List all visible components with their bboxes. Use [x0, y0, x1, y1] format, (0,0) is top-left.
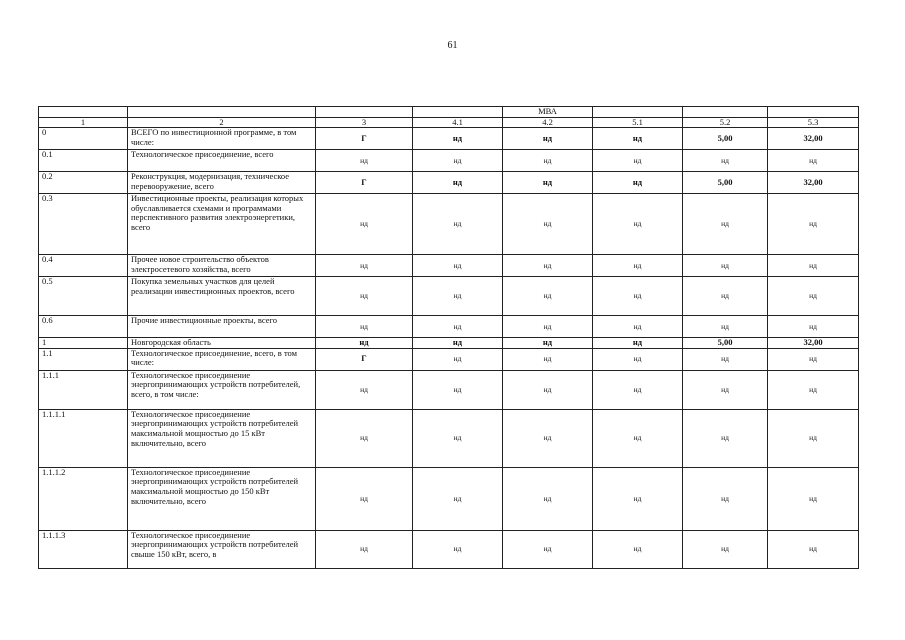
row-name: Технологическое присоединение энергопринимающих устройств потребителей, всего, в том числе: [128, 370, 316, 409]
table-row [39, 316, 859, 338]
row-value: нд [316, 409, 413, 467]
row-value: нд [413, 338, 503, 349]
row-name: Новгородская область [128, 338, 316, 349]
row-value: нд [413, 316, 503, 338]
row-value: нд [316, 255, 413, 277]
table-row [39, 255, 859, 277]
col-number-5-1: 5.1 [593, 117, 683, 128]
row-name: Технологическое присоединение энергопринимающих устройств потребителей максимальной мощностью до 150 кВт включительно, всего [128, 467, 316, 530]
row-code: 0.3 [39, 194, 128, 255]
row-value: нд [413, 348, 503, 370]
row-value: нд [503, 467, 593, 530]
row-value: нд [683, 348, 768, 370]
row-value: нд [683, 370, 768, 409]
table-row [39, 277, 859, 316]
table-row [39, 467, 859, 530]
col-number-5-2: 5.2 [683, 117, 768, 128]
row-code: 0 [39, 128, 128, 150]
row-value: нд [413, 255, 503, 277]
row-value: 32,00 [768, 172, 859, 194]
row-code: 0.6 [39, 316, 128, 338]
row-name: Покупка земельных участков для целей реализации инвестиционных проектов, всего [128, 277, 316, 316]
row-value: нд [413, 530, 503, 568]
row-value: нд [593, 172, 683, 194]
row-code: 0.4 [39, 255, 128, 277]
row-value: нд [593, 467, 683, 530]
row-value: нд [503, 128, 593, 150]
row-value: нд [413, 409, 503, 467]
row-value: нд [503, 409, 593, 467]
table-row [39, 370, 859, 409]
row-value: нд [593, 370, 683, 409]
row-value: нд [683, 150, 768, 172]
table-row [39, 194, 859, 255]
row-value: нд [683, 316, 768, 338]
col-number-2: 2 [128, 117, 316, 128]
row-name: Технологическое присоединение энергопринимающих устройств потребителей максимальной мощностью до 15 кВт включительно, всего [128, 409, 316, 467]
row-value: Г [316, 172, 413, 194]
col-number-3: 3 [316, 117, 413, 128]
row-value: нд [593, 338, 683, 349]
row-value: нд [593, 277, 683, 316]
row-value: нд [593, 194, 683, 255]
row-value: нд [683, 255, 768, 277]
row-value: нд [503, 338, 593, 349]
row-value: нд [768, 150, 859, 172]
row-value: нд [413, 467, 503, 530]
row-value: нд [768, 530, 859, 568]
row-value: нд [503, 530, 593, 568]
row-code: 1.1.1.2 [39, 467, 128, 530]
row-name: Инвестиционные проекты, реализация которых обуславливается схемами и программами перспективного развития электроэнергетики, всего [128, 194, 316, 255]
row-value: нд [316, 194, 413, 255]
row-value: нд [593, 128, 683, 150]
row-value: нд [593, 530, 683, 568]
row-code: 1.1 [39, 348, 128, 370]
row-code: 0.1 [39, 150, 128, 172]
row-value: 5,00 [683, 172, 768, 194]
unit-header: МВА [503, 107, 593, 118]
col-number-4-1: 4.1 [413, 117, 503, 128]
row-value: нд [413, 172, 503, 194]
col-number-1: 1 [39, 117, 128, 128]
row-value: 32,00 [768, 128, 859, 150]
row-value: нд [683, 409, 768, 467]
row-name: Прочее новое строительство объектов электросетевого хозяйства, всего [128, 255, 316, 277]
row-value: нд [593, 150, 683, 172]
row-value: нд [503, 316, 593, 338]
investment-table [38, 106, 859, 569]
table-row [39, 530, 859, 568]
row-value: нд [316, 150, 413, 172]
row-value: 5,00 [683, 128, 768, 150]
row-name: Технологическое присоединение, всего [128, 150, 316, 172]
row-value: нд [683, 467, 768, 530]
row-value: нд [413, 128, 503, 150]
row-value: нд [316, 316, 413, 338]
row-code: 1.1.1.1 [39, 409, 128, 467]
row-value: нд [316, 530, 413, 568]
row-value: нд [503, 370, 593, 409]
row-value: Г [316, 348, 413, 370]
row-value: нд [768, 348, 859, 370]
row-name: Технологическое присоединение, всего, в том числе: [128, 348, 316, 370]
row-value: нд [316, 338, 413, 349]
page-number: 61 [447, 40, 458, 51]
row-value: нд [503, 172, 593, 194]
row-value: нд [316, 370, 413, 409]
row-value: нд [503, 255, 593, 277]
row-value: нд [768, 316, 859, 338]
row-value: нд [683, 530, 768, 568]
row-name: Технологическое присоединение энергопринимающих устройств потребителей свыше 150 кВт, всего, в [128, 530, 316, 568]
table-row [39, 348, 859, 370]
row-code: 0.5 [39, 277, 128, 316]
row-value: нд [768, 467, 859, 530]
row-code: 1 [39, 338, 128, 349]
row-value: нд [413, 150, 503, 172]
table-row [39, 128, 859, 150]
table-row [39, 409, 859, 467]
row-value: нд [768, 255, 859, 277]
row-value: нд [593, 316, 683, 338]
row-value: нд [768, 370, 859, 409]
row-value: нд [683, 277, 768, 316]
row-value: нд [413, 277, 503, 316]
row-value: нд [503, 348, 593, 370]
table-row [39, 338, 859, 349]
row-value: 32,00 [768, 338, 859, 349]
row-value: нд [413, 194, 503, 255]
row-value: 5,00 [683, 338, 768, 349]
row-value: нд [768, 409, 859, 467]
row-code: 1.1.1 [39, 370, 128, 409]
row-code: 0.2 [39, 172, 128, 194]
row-value: нд [413, 370, 503, 409]
row-value: нд [503, 277, 593, 316]
row-value: Г [316, 128, 413, 150]
row-value: нд [768, 277, 859, 316]
row-name: Прочие инвестиционные проекты, всего [128, 316, 316, 338]
row-value: нд [683, 194, 768, 255]
row-value: нд [768, 194, 859, 255]
table-row [39, 172, 859, 194]
row-value: нд [316, 277, 413, 316]
col-number-5-3: 5.3 [768, 117, 859, 128]
row-value: нд [593, 348, 683, 370]
table-row [39, 150, 859, 172]
row-code: 1.1.1.3 [39, 530, 128, 568]
header-row-numbers [39, 117, 859, 128]
row-value: нд [593, 255, 683, 277]
row-name: Реконструкция, модернизация, техническое перевооружение, всего [128, 172, 316, 194]
row-value: нд [503, 194, 593, 255]
row-name: ВСЕГО по инвестиционной программе, в том числе: [128, 128, 316, 150]
row-value: нд [316, 467, 413, 530]
row-value: нд [593, 409, 683, 467]
col-number-4-2: 4.2 [503, 117, 593, 128]
header-row-top [39, 107, 859, 118]
row-value: нд [503, 150, 593, 172]
